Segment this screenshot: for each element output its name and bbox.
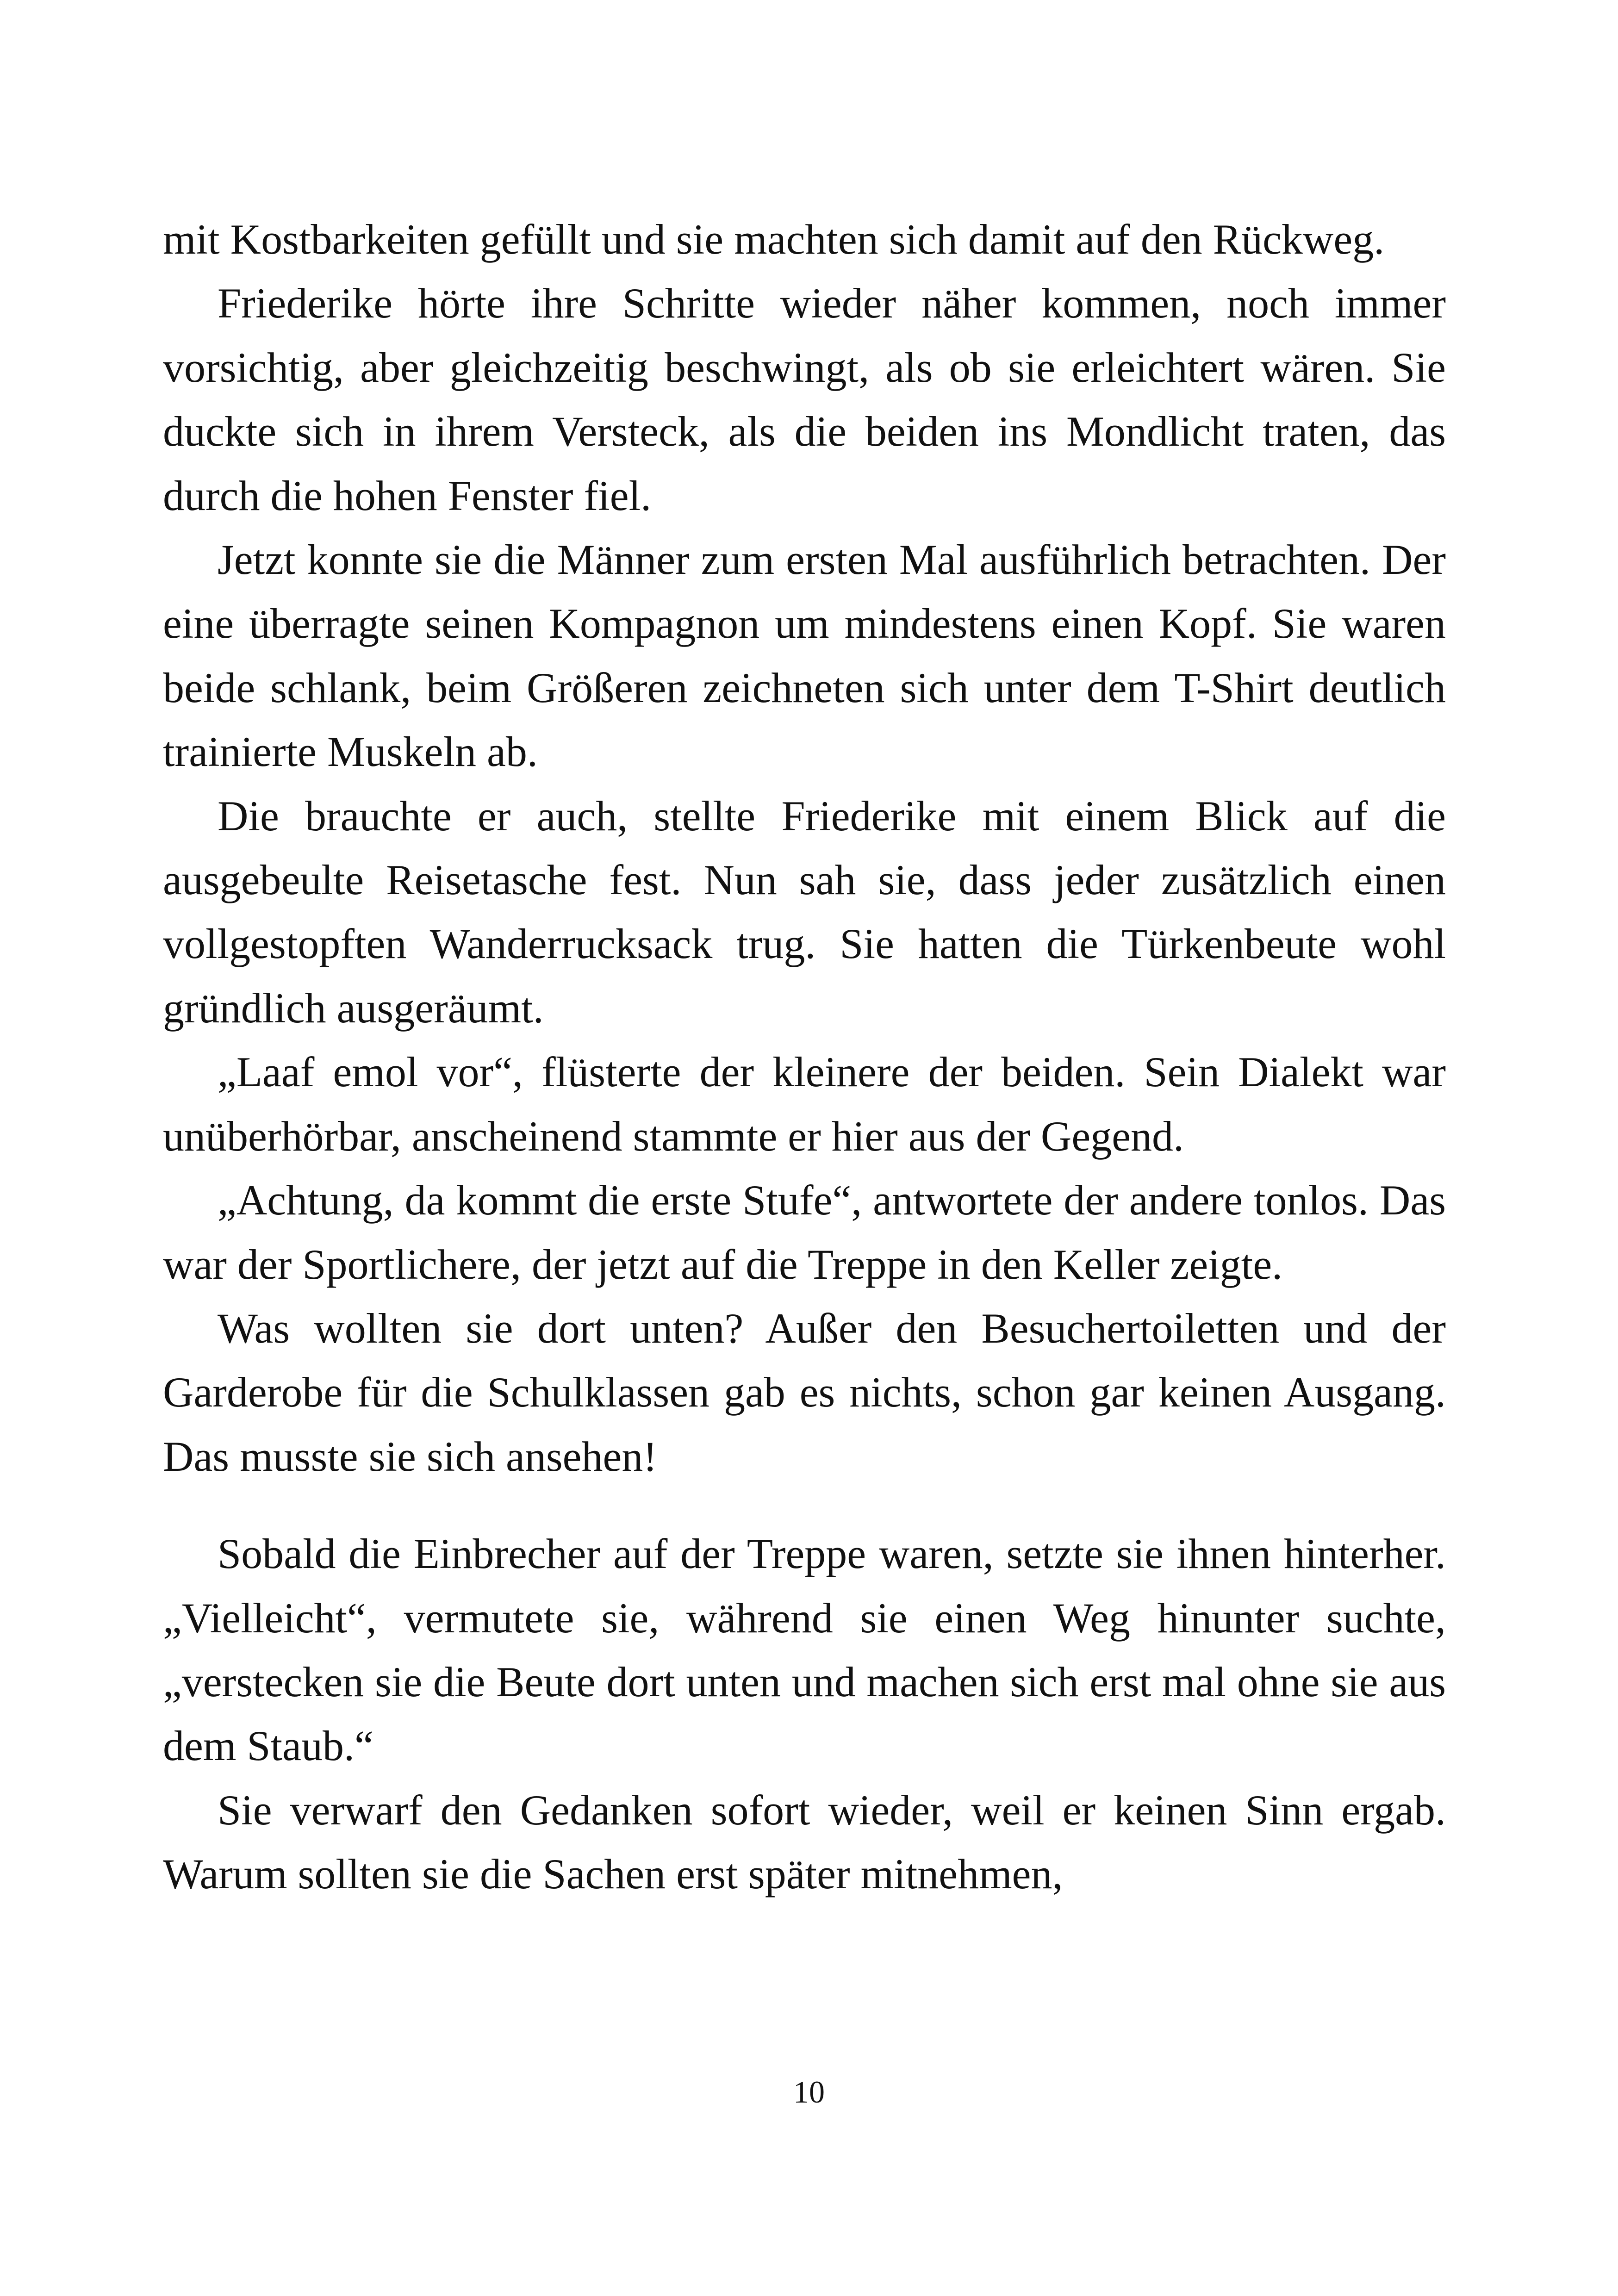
paragraph-2: Friederike hörte ihre Schritte wieder näher kommen, noch immer vorsichtig, aber gleichzeitig beschwingt, als ob sie erleichtert wären. Sie duckte sich in ihrem Versteck, als die beiden ins Mondlicht traten, das durch die hohen Fenster fiel.: [163, 280, 1446, 519]
paragraph-8: Sobald die Einbrecher auf der Treppe waren, setzte sie ihnen hinterher. „Vielleicht“, vermutete sie, während sie einen Weg hinunter suchte, „verstecken sie die Beute dort unten und machen sich erst mal ohne sie aus dem Staub.“: [163, 1530, 1446, 1770]
paragraph-1: mit Kostbarkeiten gefüllt und sie machten sich damit auf den Rückweg.: [163, 216, 1385, 263]
paragraph-5: „Laaf emol vor“, flüsterte der kleinere der beiden. Sein Dialekt war unüberhörbar, anscheinend stammte er hier aus der Gegend.: [163, 1048, 1446, 1160]
paragraph-4: Die brauchte er auch, stellte Friederike mit einem Blick auf die ausgebeulte Reisetasche fest. Nun sah sie, dass jeder zusätzlich einen vollgestopften Wanderrucksack trug. Sie hatten die Türkenbeute wohl gründlich ausgeräumt.: [163, 792, 1446, 1032]
paragraph-3: Jetzt konnte sie die Männer zum ersten Mal ausführlich betrachten. Der eine überragte seinen Kompagnon um mindestens einen Kopf. Sie waren beide schlank, beim Größeren zeichneten sich unter dem T-Shirt deutlich trainierte Muskeln ab.: [163, 536, 1446, 776]
paragraph-6: „Achtung, da kommt die erste Stufe“, antwortete der andere tonlos. Das war der Sportlichere, der jetzt auf die Treppe in den Keller zeigte.: [163, 1176, 1446, 1288]
book-page-text: [163, 207, 1446, 1906]
page-number: 10: [793, 2074, 825, 2109]
paragraph-9: Sie verwarf den Gedanken sofort wieder, weil er keinen Sinn ergab. Warum sollten sie die Sachen erst später mitnehmen,: [163, 1786, 1446, 1898]
paragraph-7: Was wollten sie dort unten? Außer den Besuchertoiletten und der Garderobe für die Schulklassen gab es nichts, schon gar keinen Ausgang. Das musste sie sich ansehen!: [163, 1304, 1446, 1480]
